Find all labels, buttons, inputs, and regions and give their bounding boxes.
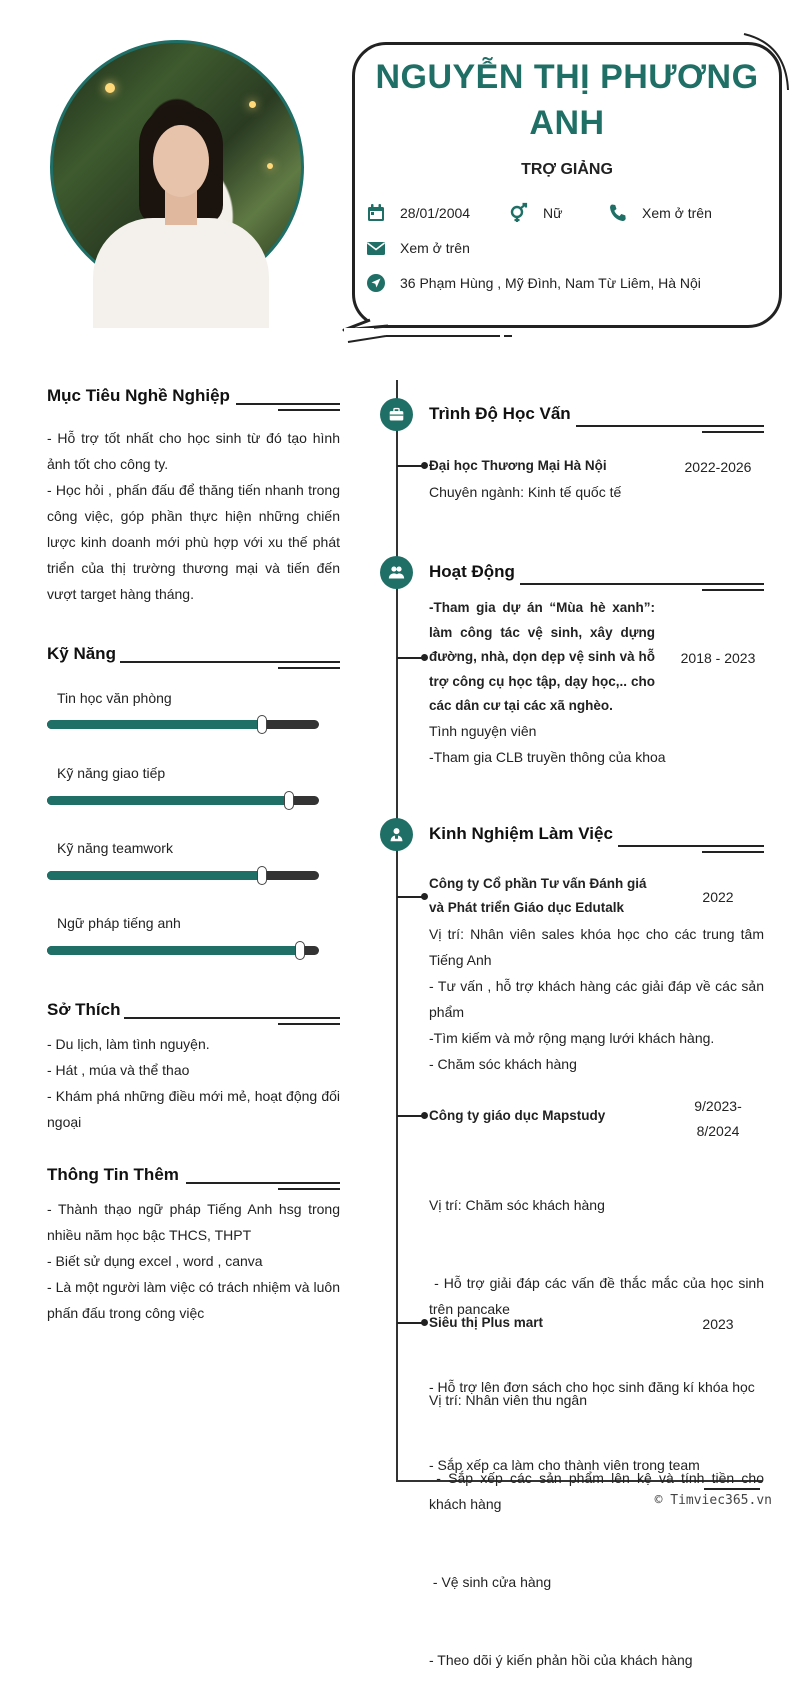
title-underline — [618, 845, 764, 847]
email-value: Xem ở trên — [400, 240, 470, 256]
job-period: 2022 — [702, 889, 734, 905]
education-period: 2022-2026 — [684, 459, 752, 475]
hobbies-text: - Du lịch, làm tình nguyện. - Hát , múa và thể thao - Khám phá những điều mới mẻ, hoạt động đối ngoại — [47, 1036, 340, 1130]
timeline-line — [396, 380, 398, 1482]
activities-icon — [380, 556, 413, 589]
job-title: TRỢ GIẢNG — [521, 161, 613, 178]
title-underline-accent — [702, 589, 764, 591]
section-title-skills: Kỹ Năng — [47, 644, 116, 663]
experience-icon — [380, 818, 413, 851]
activity-period: 2018 - 2023 — [680, 650, 756, 666]
section-title-objective: Mục Tiêu Nghề Nghiệp — [47, 386, 230, 405]
phone-row — [608, 203, 712, 223]
location-icon — [366, 273, 386, 293]
skill-bar — [47, 946, 319, 955]
job-company: Công ty Cổ phần Tư vấn Đánh giá và Phát triển Giáo dục Edutalk — [429, 876, 647, 915]
education-icon — [380, 398, 413, 431]
phone-icon — [608, 203, 628, 223]
email-icon — [366, 238, 386, 258]
activity-role: Tình nguyện viên — [429, 723, 537, 739]
job-company: Công ty giáo dục Mapstudy — [429, 1108, 606, 1123]
job-details: Vị trí: Nhân viên sales khóa học cho các trung tâm Tiếng Anh - Tư vấn , hỗ trợ khách hàng các giải đáp về các sản phẩm -Tìm kiếm và mở rộng mạng lưới khách hàng. - Chăm sóc khách hàng — [429, 926, 764, 1072]
skill-knob — [257, 866, 267, 885]
skill-knob — [284, 791, 294, 810]
address-row — [366, 273, 701, 293]
title-underline-accent — [278, 409, 340, 411]
phone-value: Xem ở trên — [642, 205, 712, 221]
timeline-connector — [397, 465, 423, 467]
objective-text: - Hỗ trợ tốt nhất cho học sinh từ đó tạo hình ảnh tốt cho công ty. - Học hỏi , phấn đấu để thăng tiến nhanh trong công việc, góp phần thực hiện những chiến lược kinh doanh mới phù hợp với xu thế phát triển của thị trường thương mại và tiến đến vượt target hàng tháng. — [47, 430, 340, 602]
skill-bar — [47, 871, 319, 880]
title-underline-accent — [702, 851, 764, 853]
title-underline-accent — [278, 667, 340, 669]
education-school: Đại học Thương Mại Hà Nội — [429, 458, 607, 473]
gender-icon — [509, 203, 529, 223]
profile-photo — [50, 40, 304, 294]
job-period: 2023 — [702, 1316, 734, 1332]
timeline-dot — [421, 1319, 428, 1326]
title-underline — [576, 425, 764, 427]
section-title-hobbies: Sở Thích — [47, 1000, 121, 1019]
title-underline-accent — [278, 1188, 340, 1190]
bubble-tail-decoration — [340, 300, 540, 350]
timeline-connector — [397, 657, 423, 659]
education-major: Chuyên ngành: Kinh tế quốc tế — [429, 484, 622, 500]
job-period: 9/2023-8/2024 — [694, 1098, 742, 1139]
activity-name: -Tham gia dự án “Mùa hè xanh”: làm công tác vệ sinh, xây dựng đường, nhà, dọn dẹp vệ sinh và hỗ trợ công cụ học tập, dạy học,.. cho các dân cư tại các xã nghèo. — [429, 600, 655, 713]
extra-text: - Thành thạo ngữ pháp Tiếng Anh hsg trong nhiều năm học bậc THCS, THPT - Biết sử dụng excel , word , canva - Là một người làm việc có trách nhiệm và luôn phấn đấu trong công việc — [47, 1201, 340, 1321]
section-title-education: Trình Độ Học Vấn — [429, 404, 571, 423]
job-details: Vị trí: Nhân viên thu ngân - Sắp xếp các sản phẩm lên kệ và tính tiền cho khách hàng - Vệ sinh cửa hàng - Theo dõi ý kiến phản hồi của khách hàng — [429, 1392, 768, 1668]
skill-label: Tin học văn phòng — [57, 690, 172, 706]
timeline-connector — [397, 1322, 423, 1324]
calendar-icon — [366, 203, 386, 223]
job-company: Siêu thị Plus mart — [429, 1315, 544, 1330]
skill-label: Kỹ năng giao tiếp — [57, 765, 166, 781]
skill-bar — [47, 796, 319, 805]
email-row — [366, 238, 470, 258]
title-underline — [236, 403, 340, 405]
timeline-dot — [421, 462, 428, 469]
skill-knob — [257, 715, 267, 734]
gender-row — [509, 203, 562, 223]
title-underline-accent — [702, 431, 764, 433]
skill-label: Kỹ năng teamwork — [57, 840, 173, 856]
candidate-name: NGUYỄN THỊ PHƯƠNG ANH — [375, 58, 759, 142]
section-title-experience: Kinh Nghiệm Làm Việc — [429, 824, 613, 843]
timeline-dot — [421, 1112, 428, 1119]
skill-label: Ngữ pháp tiếng anh — [57, 915, 181, 931]
title-underline-accent — [278, 1023, 340, 1025]
watermark: © Timviec365.vn — [654, 1493, 772, 1508]
skill-knob — [295, 941, 305, 960]
timeline-dot — [421, 893, 428, 900]
activity-other: -Tham gia CLB truyền thông của khoa — [429, 749, 666, 765]
timeline-dot — [421, 654, 428, 661]
title-underline — [520, 583, 764, 585]
address-value: 36 Phạm Hùng , Mỹ Đình, Nam Từ Liêm, Hà Nội — [400, 275, 701, 291]
birthdate-value: 28/01/2004 — [400, 205, 471, 221]
timeline-connector — [397, 896, 423, 898]
title-underline — [120, 661, 340, 663]
title-underline — [186, 1182, 340, 1184]
skill-bar — [47, 720, 319, 729]
gender-value: Nữ — [543, 205, 563, 221]
job-details: Vị trí: Chăm sóc khách hàng - Hỗ trợ giải đáp các vấn đề thắc mắc của học sinh trên pancake - Hỗ trợ lên đơn sách cho học sinh đăng kí khóa học - Sắp xếp ca làm cho thành viên trong team — [429, 1197, 768, 1473]
title-underline — [124, 1017, 340, 1019]
section-title-activities: Hoạt Động — [429, 562, 515, 581]
birthdate-row — [366, 203, 470, 223]
timeline-connector — [397, 1115, 423, 1117]
section-title-extra: Thông Tin Thêm — [47, 1165, 179, 1184]
